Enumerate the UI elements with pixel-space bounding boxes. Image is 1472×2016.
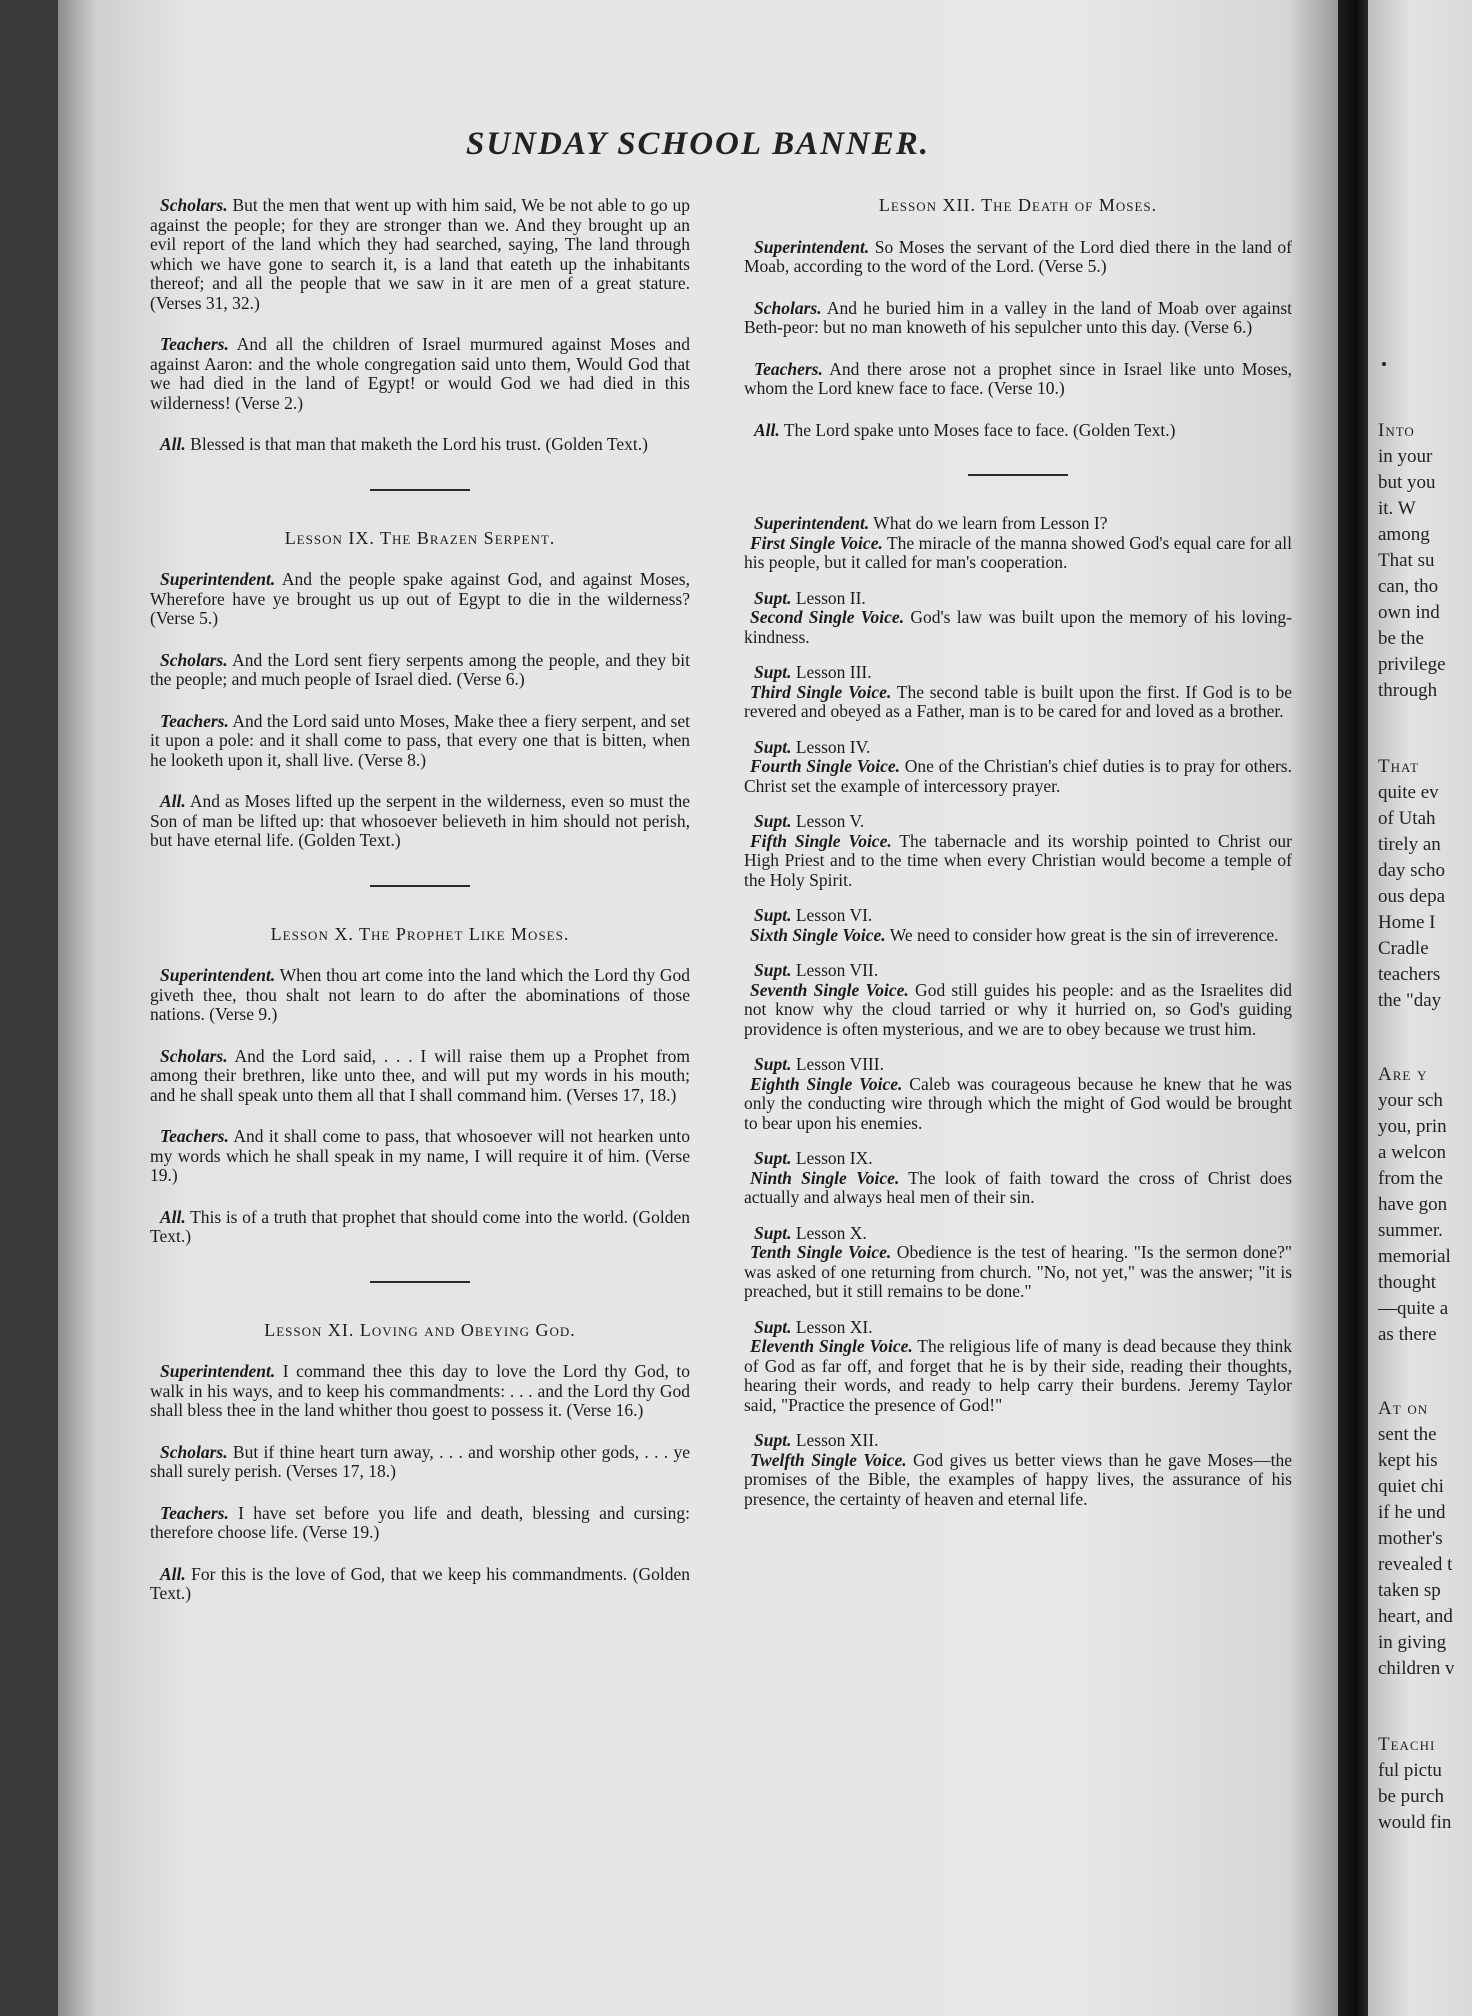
paragraph-text: And there arose not a prophet since in Israel like unto Moses, whom the Lord knew face to face. (Verse 10.): [744, 358, 1292, 398]
review-item: [744, 1224, 1292, 1302]
review-item: [744, 812, 1292, 890]
responsive-paragraph: [744, 299, 1292, 338]
voice-paragraph: [744, 1075, 1292, 1134]
adjacent-page-fragment: [1368, 0, 1472, 2016]
review-item: [744, 1055, 1292, 1133]
paragraph-text: And it shall come to pass, that whosoever will not hearken unto my words which he shall speak in my name, I will require it of him. (Verse 19.): [150, 1126, 690, 1185]
voice-role: Third Single Voice.: [750, 681, 892, 702]
voice-role: Fourth Single Voice.: [750, 756, 900, 776]
fragment-line: be the: [1378, 628, 1424, 649]
supt-line: [754, 1224, 1292, 1244]
responsive-paragraph: [150, 1504, 690, 1543]
fragment-line: —quite a: [1378, 1298, 1449, 1319]
speaker-role: Teachers.: [754, 358, 823, 379]
lesson-ref: Lesson VII.: [791, 960, 879, 980]
lesson-ref: Lesson XI.: [791, 1316, 873, 1337]
fragment-line: among: [1378, 524, 1430, 545]
fragment-line: teachers: [1378, 964, 1441, 985]
book-gutter: [1338, 0, 1368, 2016]
speaker-role: Scholars.: [160, 1441, 228, 1462]
supt-line: [754, 1431, 1292, 1451]
speaker-role: Teachers.: [160, 710, 229, 731]
fragment-line: through: [1378, 680, 1438, 701]
lesson-ref: Lesson III.: [791, 662, 872, 682]
review-item: [744, 1318, 1292, 1416]
lesson-ref: Lesson X.: [791, 1222, 867, 1243]
responsive-paragraph: [150, 1362, 690, 1421]
speaker-role: Supt.: [754, 1148, 792, 1168]
responsive-paragraph: [744, 238, 1292, 277]
lesson-ref: Lesson VIII.: [791, 1054, 884, 1074]
paragraph-text: Caleb was courageous because he knew that he was only the conducting wire through which the might of God would be brought to bear upon his enemies.: [744, 1073, 1292, 1133]
fragment-line: be purch: [1378, 1786, 1444, 1807]
paragraph-text: One of the Christian's chief duties is to pray for others. Christ set the example of intercessory prayer.: [744, 756, 1292, 796]
speaker-role: Teachers.: [160, 334, 229, 354]
paragraph-text: And as Moses lifted up the serpent in the wilderness, even so must the Son of man be lifted up: that whosoever believeth in him should not perish, but have eternal life. (Golden Text.): [150, 791, 690, 850]
supt-line: [754, 589, 1292, 609]
voice-paragraph: [744, 534, 1292, 573]
paragraph-text: So Moses the servant of the Lord died there in the land of Moab, according to the word of the Lord. (Verse 5.): [744, 236, 1292, 276]
lesson-heading: Lesson XII. The Death of Moses.: [878, 195, 1158, 215]
fragment-line: it. W: [1378, 498, 1416, 519]
responsive-paragraph: [150, 335, 690, 413]
fragment-line: in your: [1378, 446, 1433, 467]
section-divider: [370, 1281, 470, 1283]
section-divider: [968, 474, 1068, 476]
review-item: [744, 589, 1292, 648]
lesson-ref: Lesson IX.: [791, 1148, 873, 1168]
speaker-role: Teachers.: [160, 1502, 229, 1523]
review-item: [744, 1431, 1292, 1509]
voice-role: Tenth Single Voice.: [750, 1242, 892, 1262]
voice-role: Fifth Single Voice.: [750, 830, 892, 851]
speaker-role: Supt.: [754, 587, 792, 608]
speaker-role: All.: [160, 434, 186, 454]
review-item: [744, 534, 1292, 573]
paragraph-text: And the Lord said, . . . I will raise them up a Prophet from among their brethren, like unto thee, and will put my words in his mouth; and he shall speak unto them all that I shall command him. (Verses 17, 18.): [150, 1045, 690, 1105]
fragment-line: Cradle: [1378, 938, 1429, 959]
paragraph-text: And the people spake against God, and against Moses, Wherefore have ye brought us up out of Egypt to die in the wilderness? (Verse 5.): [150, 569, 690, 628]
paragraph-text: This is of a truth that prophet that should come into the world. (Golden Text.): [150, 1206, 690, 1246]
fragment-line: kept his: [1378, 1450, 1438, 1471]
review-item: [744, 906, 1292, 945]
paragraph-text: The second table is built upon the first. If God is to be revered and obeyed as a Father, man is to be cared for and loved as a brother.: [744, 681, 1292, 721]
supt-line: [754, 1318, 1292, 1338]
fragment-line: the "day: [1378, 990, 1442, 1011]
supt-line: [754, 961, 1292, 981]
speaker-role: Superintendent.: [160, 569, 276, 589]
fragment-line: privilege: [1378, 654, 1446, 675]
fragment-line: taken sp: [1378, 1580, 1441, 1601]
speaker-role: Superintendent.: [160, 965, 276, 985]
fragment-line: Teachi: [1378, 1734, 1436, 1755]
lesson-ref: Lesson II.: [791, 587, 866, 608]
lesson-ref: Lesson IV.: [791, 736, 871, 757]
speaker-role: Teachers.: [160, 1126, 229, 1146]
responsive-paragraph: [150, 1565, 690, 1604]
lesson-ref: Lesson V.: [791, 811, 865, 831]
speaker-role: Superintendent.: [754, 236, 870, 257]
paragraph-text: The Lord spake unto Moses face to face. (Golden Text.): [779, 419, 1176, 440]
fragment-line: if he und: [1378, 1502, 1446, 1523]
fragment-line: tirely an: [1378, 834, 1441, 855]
voice-paragraph: [744, 1243, 1292, 1302]
responsive-paragraph: [150, 570, 690, 629]
section-divider: [370, 885, 470, 887]
speaker-role: Scholars.: [160, 649, 228, 670]
lesson-heading: Lesson IX. The Brazen Serpent.: [284, 527, 556, 548]
supt-line: [754, 738, 1292, 758]
fragment-line: day scho: [1378, 860, 1446, 881]
paragraph-text: And he buried him in a valley in the land of Moab over against Beth-peor: but no man knoweth of his sepulcher unto this day. (Verse 6.): [744, 297, 1292, 337]
paragraph-text: The miracle of the manna showed God's equal care for all his people, but it called for man's cooperation.: [744, 532, 1293, 572]
voice-role: First Single Voice.: [750, 532, 883, 553]
fragment-line: of Utah: [1378, 808, 1436, 829]
fragment-line: a welcon: [1378, 1142, 1447, 1163]
voice-paragraph: [744, 683, 1292, 722]
responsive-paragraph: [150, 196, 690, 313]
supt-line: [754, 663, 1292, 683]
page-title: SUNDAY SCHOOL BANNER.: [465, 126, 931, 162]
responsive-paragraph: [150, 435, 690, 455]
speaker-role: All.: [754, 419, 780, 440]
paragraph-text: For this is the love of God, that we keep his commandments. (Golden Text.): [150, 1563, 690, 1603]
fragment-line: thought: [1378, 1272, 1437, 1293]
paragraph-text: We need to consider how great is the sin of irreverence.: [885, 924, 1279, 945]
voice-paragraph: [744, 1451, 1292, 1510]
speaker-role: Supt.: [754, 736, 792, 757]
fragment-line: summer.: [1378, 1220, 1443, 1241]
fragment-line: revealed t: [1378, 1554, 1453, 1575]
responsive-paragraph: [744, 421, 1292, 441]
paragraph-text: God gives us better views than he gave Moses—the promises of the Bible, the examples of happy lives, the assurance of his presence, the certainty of heaven and eternal life.: [744, 1449, 1293, 1509]
fragment-line: ful pictu: [1378, 1760, 1442, 1781]
paragraph-text: And the Lord sent fiery serpents among the people, and they bit the people; and much people of Israel died. (Verse 6.): [150, 649, 690, 689]
fragment-line: have gon: [1378, 1194, 1448, 1215]
lesson-ref: Lesson VI.: [791, 905, 873, 925]
review-item: [744, 961, 1292, 1039]
speaker-role: Superintendent.: [754, 513, 870, 533]
paragraph-text: The look of faith toward the cross of Christ does actually and always heal men of their sin.: [744, 1167, 1293, 1207]
paragraph-text: What do we learn from Lesson I?: [869, 513, 1108, 533]
speaker-role: Supt.: [754, 960, 792, 980]
review-item: [744, 663, 1292, 722]
fragment-line: quiet chi: [1378, 1476, 1444, 1497]
fragment-line: Into: [1378, 420, 1415, 441]
voice-paragraph: [744, 981, 1292, 1040]
lesson-ref: Lesson XII.: [791, 1430, 879, 1450]
paragraph-text: The tabernacle and its worship pointed to Christ our High Priest and to the time when every Christian would become a temple of the Holy Spirit.: [744, 830, 1292, 890]
voice-paragraph: [744, 1169, 1292, 1208]
speaker-role: Scholars.: [160, 195, 228, 215]
speaker-role: Scholars.: [160, 1045, 228, 1066]
speaker-role: Supt.: [754, 1430, 792, 1450]
fragment-line: Are y: [1378, 1064, 1428, 1085]
fragment-line: would fin: [1378, 1812, 1452, 1833]
paragraph-text: But if thine heart turn away, . . . and worship other gods, . . . ye shall surely perish. (Verses 17, 18.): [150, 1441, 690, 1481]
review-item: [744, 1149, 1292, 1208]
fragment-line: At on: [1378, 1398, 1429, 1419]
voice-role: Sixth Single Voice.: [750, 924, 886, 945]
paragraph-text: I command thee this day to love the Lord thy God, to walk in his ways, and to keep his commandments: . . . and the Lord thy God shall bless thee in the land whither thou goest to possess it. (Verse 16.): [150, 1361, 690, 1420]
fragment-line: you, prin: [1378, 1116, 1447, 1137]
voice-paragraph: [744, 757, 1292, 796]
left-column: [150, 196, 690, 1626]
right-column: [744, 196, 1292, 1525]
paragraph-text: God's law was built upon the memory of his loving-kindness.: [744, 607, 1293, 647]
voice-role: Second Single Voice.: [750, 607, 905, 627]
fragment-line: own ind: [1378, 602, 1440, 623]
speaker-role: All.: [160, 1563, 186, 1584]
speaker-role: Scholars.: [754, 297, 822, 318]
supt-line: [754, 812, 1292, 832]
lesson-heading: Lesson X. The Prophet Like Moses.: [270, 923, 570, 944]
voice-paragraph: [744, 608, 1292, 647]
paragraph-text: I have set before you life and death, blessing and cursing: therefore choose life. (Verse 19.): [150, 1502, 690, 1542]
fragment-line: from the: [1378, 1168, 1443, 1189]
speaker-role: Supt.: [754, 1222, 792, 1243]
fragment-line: your sch: [1378, 1090, 1443, 1111]
voice-role: Seventh Single Voice.: [750, 979, 909, 1000]
fragment-line: That: [1378, 756, 1419, 777]
responsive-paragraph: [150, 712, 690, 771]
speaker-role: All.: [160, 791, 186, 811]
fragment-line: sent the: [1378, 1424, 1437, 1445]
speaker-role: Supt.: [754, 811, 792, 831]
speaker-role: Supt.: [754, 662, 792, 682]
review-intro: [744, 514, 1292, 534]
responsive-paragraph: [150, 792, 690, 851]
supt-line: [754, 1149, 1292, 1169]
fragment-line: can, tho: [1378, 576, 1439, 597]
fragment-line: but you: [1378, 472, 1436, 493]
responsive-paragraph: [150, 1127, 690, 1186]
fragment-line: That su: [1378, 550, 1435, 571]
responsive-paragraph: [150, 1208, 690, 1247]
voice-role: Ninth Single Voice.: [750, 1167, 900, 1188]
responsive-paragraph: [150, 651, 690, 690]
lesson-heading: Lesson XI. Loving and Obeying God.: [264, 1319, 576, 1340]
speaker-role: Supt.: [754, 1316, 792, 1337]
responsive-paragraph: [744, 360, 1292, 399]
supt-line: [754, 1055, 1292, 1075]
responsive-paragraph: [150, 966, 690, 1025]
paragraph-text: And the Lord said unto Moses, Make thee a fiery serpent, and set it upon a pole: and it shall come to pass, that every one that is bitten, when he looketh upon it, shall live. (Verse 8.): [150, 710, 690, 770]
voice-paragraph: [744, 926, 1292, 946]
voice-role: Twelfth Single Voice.: [750, 1449, 907, 1470]
speaker-role: All.: [160, 1206, 186, 1227]
paragraph-text: The religious life of many is dead because they think of God as far off, and forget that he is by their side, reading their thoughts, hearing their words, and ready to help carry their burdens. Jeremy Taylor said, "Practice the presence of God!": [744, 1336, 1293, 1415]
fragment-line: as there: [1378, 1324, 1437, 1345]
responsive-paragraph: [150, 1047, 690, 1106]
review-item: [744, 738, 1292, 797]
fragment-line: quite ev: [1378, 782, 1439, 803]
fragment-line: children v: [1378, 1658, 1455, 1679]
responsive-paragraph: [150, 1443, 690, 1482]
supt-line: [754, 906, 1292, 926]
paragraph-text: Obedience is the test of hearing. "Is the sermon done?" was asked of one returning from church. "No, not yet," was the answer; "it is preached, but it still remains to be done.": [744, 1242, 1292, 1301]
fragment-line: mother's: [1378, 1528, 1443, 1549]
page-mark: [1382, 362, 1386, 366]
fragment-line: heart, and: [1378, 1606, 1453, 1627]
fragment-line: ous depa: [1378, 886, 1446, 907]
paragraph-text: And all the children of Israel murmured against Moses and against Aaron: and the whole congregation said unto them, Would God that we had died in the land of Egypt! or would God we had died in this wilderness! (Verse 2.): [150, 334, 690, 413]
fragment-line: in giving: [1378, 1632, 1447, 1653]
section-divider: [370, 489, 470, 491]
voice-paragraph: [744, 1337, 1292, 1415]
speaker-role: Superintendent.: [160, 1361, 276, 1381]
fragment-line: memorial: [1378, 1246, 1451, 1267]
paragraph-text: But the men that went up with him said, We be not able to go up against the people; for they are stronger than we. And they brought up an evil report of the land which they had searched, saying, The land through which we have gone to search it, is a land that eateth up the inhabitants thereof; and all the people that we saw in it are men of a great stature. (Verses 31, 32.): [150, 195, 690, 313]
paragraph-text: Blessed is that man that maketh the Lord his trust. (Golden Text.): [185, 434, 648, 454]
voice-paragraph: [744, 832, 1292, 891]
paragraph-text: When thou art come into the land which the Lord thy God giveth thee, thou shalt not learn to do after the abominations of those nations. (Verse 9.): [150, 965, 690, 1024]
voice-role: Eleventh Single Voice.: [750, 1336, 913, 1356]
paragraph-text: God still guides his people: and as the Israelites did not know why the cloud tarried or why it hurried on, so God's guiding providence is often mysterious, and we are to obey because we trust him.: [744, 979, 1292, 1039]
speaker-role: Supt.: [754, 1054, 792, 1074]
speaker-role: Supt.: [754, 905, 792, 925]
voice-role: Eighth Single Voice.: [750, 1073, 903, 1094]
fragment-line: Home I: [1378, 912, 1436, 933]
